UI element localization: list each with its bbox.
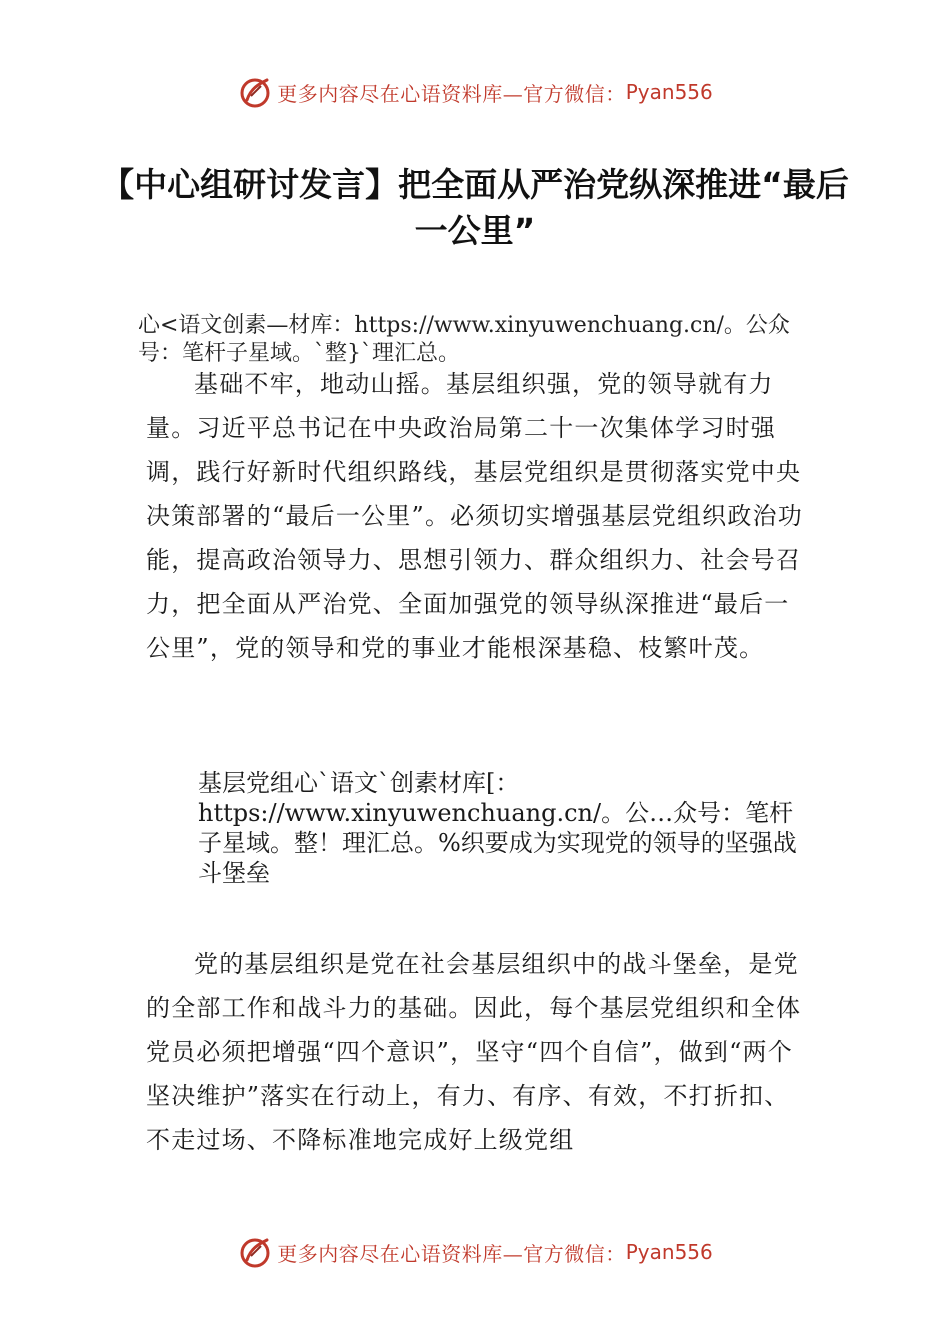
footer-wechat-id: Pyan556 [625, 1240, 713, 1264]
footer-banner-text: 更多内容尽在心语资料库—官方微信： [277, 1241, 626, 1266]
section-heading: 基层党组心`语文`创素材库[：https://www.xinyuwenchuang.cn/。公…众号：笔杆子星域。整！理汇总。%织要成为实现党的领导的坚强战斗堡垒 [198, 769, 797, 887]
header-banner [0, 72, 950, 112]
header-wechat-id: Pyan556 [625, 80, 713, 104]
footer-banner [0, 1232, 950, 1272]
document-title: 【中心组研讨发言】把全面从严治党纵深推进“最后一公里” [101, 165, 849, 250]
paragraph-2: 党的基层组织是党在社会基层组织中的战斗堡垒，是党的全部工作和战斗力的基础。因此，每个基层党组织和全体党员必须把增强“四个意识”，坚守“四个自信”，做到“两个坚决维护”落实在行动上，有力、有序、有效，不打折扣、不走过场、不降标准地完成好上级党组 [146, 950, 802, 1154]
logo-icon [237, 74, 273, 110]
header-banner-text: 更多内容尽在心语资料库—官方微信： [277, 81, 626, 106]
paragraph-1: 基础不牢，地动山摇。基层组织强，党的领导就有力量。习近平总书记在中央政治局第二十一次集体学习时强调，践行好新时代组织路线，基层党组织是贯彻落实党中央决策部署的“最后一公里”。必须切实增强基层党组织政治功能，提高政治领导力、思想引领力、群众组织力、社会号召力，把全面从严治党、全面加强党的领导纵深推进“最后一公里”，党的领导和党的事业才能根深基稳、枝繁叶茂。 [146, 370, 803, 662]
logo-icon [237, 1234, 273, 1270]
source-note: 心<语文创素—材库：https://www.xinyuwenchuang.cn/。公众号：笔杆子星域。`整}`理汇总。 [138, 313, 790, 366]
